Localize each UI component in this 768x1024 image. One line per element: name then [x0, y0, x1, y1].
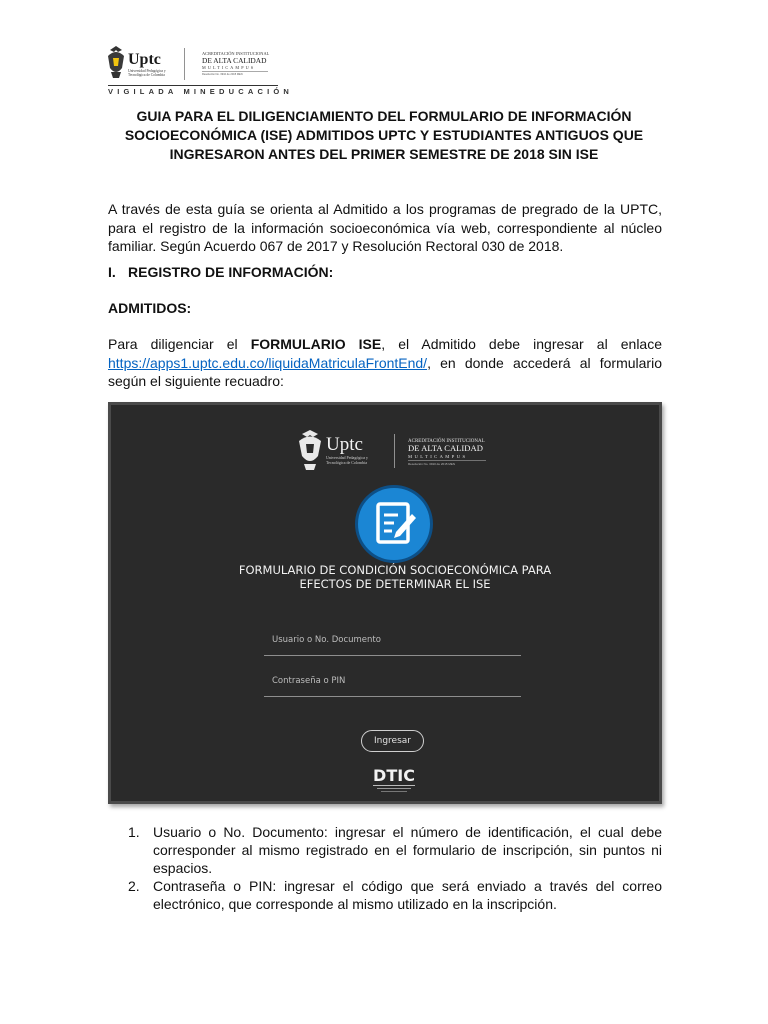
login-screenshot: [108, 402, 662, 804]
svg-text:DE ALTA CALIDAD: DE ALTA CALIDAD: [202, 56, 267, 65]
list-item-number: 2.: [128, 878, 140, 894]
svg-text:ACREDITACIÓN INSTITUCIONAL: ACREDITACIÓN INSTITUCIONAL: [202, 51, 270, 56]
form-bold-term: FORMULARIO ISE: [250, 336, 382, 352]
list-item: [108, 823, 662, 877]
subsection-heading: ADMITIDOS:: [108, 300, 192, 316]
svg-text:Universidad Pedagógica y: Universidad Pedagógica y: [128, 69, 166, 73]
password-field[interactable]: [264, 674, 521, 697]
steps-list: [108, 823, 662, 913]
form-text-1: Para diligenciar el: [108, 336, 251, 352]
svg-text:MULTICAMPUS: MULTICAMPUS: [408, 454, 468, 459]
form-paragraph: [108, 335, 662, 391]
svg-text:Resolución No. 3910 de 2015 ME: Resolución No. 3910 de 2015 MEN: [408, 462, 456, 466]
uptc-login-logo: [296, 428, 506, 476]
list-item-text: Contraseña o PIN: ingresar el código que será enviado a través del correo electrónico, que corresponde al mismo utilizado en la inscripción.: [153, 878, 662, 912]
svg-text:Uptc: Uptc: [326, 434, 363, 455]
svg-text:Resolución No. 3910 de 2015 ME: Resolución No. 3910 de 2015 MEN: [202, 73, 243, 76]
list-item-number: 1.: [128, 824, 140, 840]
section-title: REGISTRO DE INFORMACIÓN:: [128, 264, 334, 280]
list-item-text: Usuario o No. Documento: ingresar el número de identificación, el cual debe corresponder al mismo registrado en el formulario de inscripción, sin puntos ni espacios.: [153, 824, 662, 876]
section-number: I.: [108, 264, 116, 280]
svg-text:Tecnológica de Colombia: Tecnológica de Colombia: [128, 73, 165, 77]
svg-text:DTIC: DTIC: [373, 766, 415, 785]
form-link[interactable]: https://apps1.uptc.edu.co/liquidaMatriculaFrontEnd/: [108, 354, 428, 371]
username-field[interactable]: [264, 633, 521, 656]
form-text-2: , el Admitido debe ingresar al enlace: [381, 336, 662, 352]
svg-text:ACREDITACIÓN INSTITUCIONAL: ACREDITACIÓN INSTITUCIONAL: [408, 439, 485, 444]
vigilada-mineducacion: VIGILADA MINEDUCACIÓN: [108, 87, 294, 96]
login-form-title: FORMULARIO DE CONDICIÓN SOCIOECONÓMICA PARA EFECTOS DE DETERMINAR EL ISE: [238, 563, 552, 591]
uptc-header-logo: [106, 44, 278, 86]
password-placeholder: Contraseña o PIN: [272, 676, 346, 686]
svg-text:DE ALTA CALIDAD: DE ALTA CALIDAD: [408, 443, 483, 453]
header-rule: [108, 85, 278, 86]
dtic-logo: [365, 765, 423, 795]
svg-text:Tecnológica de Colombia: Tecnológica de Colombia: [326, 460, 368, 465]
ingresar-button[interactable]: Ingresar: [361, 730, 424, 752]
section-heading: [108, 264, 333, 280]
svg-text:MULTICAMPUS: MULTICAMPUS: [202, 65, 256, 70]
svg-text:Universidad Pedagógica y: Universidad Pedagógica y: [326, 455, 368, 460]
document-title: GUIA PARA EL DILIGENCIAMIENTO DEL FORMULARIO DE INFORMACIÓN SOCIOECONÓMICA (ISE) ADMITIDOS UPTC Y ESTUDIANTES ANTIGUOS QUE INGRESARON ANTES DEL PRIMER SEMESTRE DE 2018 SIN ISE: [124, 108, 644, 162]
intro-paragraph: A través de esta guía se orienta al Admitido a los programas de pregrado de la UPTC, para el registro de la información socioeconómica vía web, correspondiente al núcleo familiar. Según Acuerdo 067 de 2017 y Resolución Rectoral 030 de 2018.: [108, 201, 662, 254]
form-document-icon: [355, 485, 433, 563]
list-item: [108, 877, 662, 913]
username-placeholder: Usuario o No. Documento: [272, 635, 381, 645]
form-text-3: , en donde accederá al formulario según el siguiente recuadro:: [108, 354, 662, 389]
svg-text:Uptc: Uptc: [128, 51, 161, 68]
